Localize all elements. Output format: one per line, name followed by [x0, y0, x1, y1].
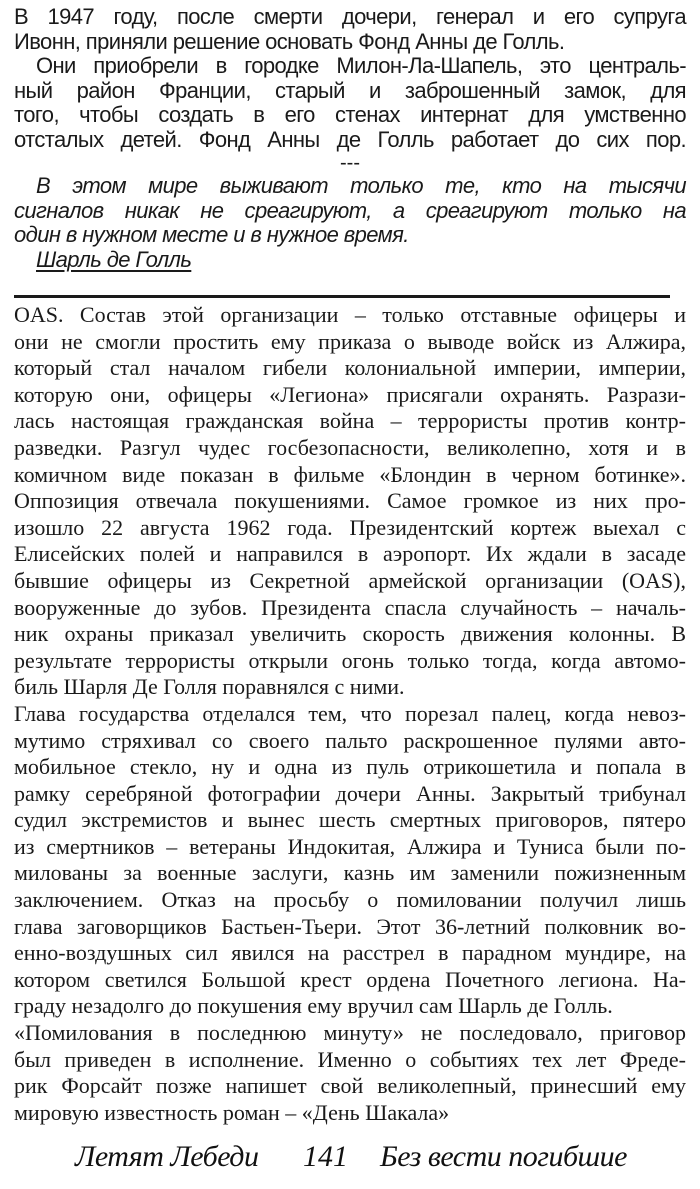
quote-line: сигналов никак не среагируют, а среагируют только на [14, 197, 686, 223]
body-line: рик Форсайт позже напишет свой великолепный, принесший ему [14, 1073, 686, 1099]
body-line: которую они, офицеры «Легиона» присягали охранять. Разрази- [14, 381, 686, 407]
body-line: изошло 22 августа 1962 года. Президентский кортеж выехал с [14, 514, 686, 540]
body-line: OAS. Состав этой организации – только отставные офицеры и [14, 302, 686, 327]
footer-chapter-title: Без вести погибшие [380, 1140, 627, 1173]
intro-line: Они приобрели в городке Милон-Ла-Шапель, это централь- [36, 53, 686, 78]
intro-line: Ивонн, приняли решение основать Фонд Анны де Голль. [14, 28, 565, 54]
footer-book-title: Летят Лебеди [75, 1140, 259, 1173]
body-line: вооруженные до зубов. Президента спасла случайность – началь- [14, 594, 686, 620]
section-separator: --- [340, 152, 360, 174]
body-line: который стал началом гибели колониальной империи, империи, [14, 355, 686, 381]
body-line: глава заговорщиков Бастьен-Тьери. Этот 36-летний полковник во- [14, 913, 686, 939]
page-number: 141 [303, 1140, 348, 1173]
body-line: судил экстремистов и вынес шесть смертных приговоров, пятеро [14, 807, 686, 833]
quote-line: один в нужном месте и в нужное время. [14, 222, 409, 247]
body-line: мутимо стряхивал со своего пальто раскрошенное пулями авто- [14, 727, 686, 753]
body-line: милованы за военные заслуги, казнь им заменили пожизненным [14, 860, 686, 886]
body-line: разведки. Разгул чудес госбезопасности, великолепно, хотя и в [14, 434, 686, 460]
body-line: мобильное стекло, ну и одна из пуль отрикошетила и попала в [14, 754, 686, 780]
intro-line: ный район Франции, старый и заброшенный замок, для [14, 77, 686, 103]
body-line: из смертников – ветераны Индокитая, Алжира и Туниса были по- [14, 833, 686, 859]
body-line: рамку серебряной фотографии дочери Анны. Закрытый трибунал [14, 780, 686, 806]
body-line: Елисейских полей и направился в аэропорт. Их ждали в засаде [14, 541, 686, 567]
page-footer [0, 1140, 700, 1180]
quote-author: Шарль де Голль [36, 246, 192, 272]
intro-line: отсталых детей. Фонд Анны де Голль работает до сих пор. [14, 126, 686, 152]
body-line: котором светился Большой крест ордена Почетного легиона. На- [14, 966, 686, 992]
body-line: заключением. Отказ на просьбу о помиловании получил лишь [14, 887, 686, 913]
body-line: результате террористы открыли огонь только тогда, когда автомо- [14, 647, 686, 673]
body-line: «Помилования в последнюю минуту» не последовало, приговор [14, 1020, 686, 1046]
horizontal-rule [14, 295, 670, 298]
body-text [14, 302, 686, 1126]
body-line: мировую известность роман – «День Шакала» [14, 1099, 450, 1125]
body-line: биль Шарля Де Голля поравнялся с ними. [14, 674, 405, 700]
body-line: комичном виде показан в фильме «Блондин в черном ботинке». [14, 461, 686, 487]
intro-section [14, 5, 686, 272]
intro-line: В 1947 году, после смерти дочери, генерал и его супруга [14, 4, 686, 29]
body-line: бывшие офицеры из Секретной армейской организации (OAS), [14, 567, 686, 593]
body-line: граду незадолго до покушения ему вручил сам Шарль де Голль. [14, 993, 613, 1019]
body-line: был приведен в исполнение. Именно о событиях тех лет Фреде- [14, 1046, 686, 1072]
body-line: они не смогли простить ему приказа о выводе войск из Алжира, [14, 328, 686, 354]
body-line: Оппозиция отвечала покушениями. Самое громкое из них про- [14, 488, 686, 514]
body-line: енно-воздушных сил явился на расстрел в парадном мундире, на [14, 940, 686, 966]
quote-line: В этом мире выживают только те, кто на тысячи [36, 173, 686, 198]
body-line: Глава государства отделался тем, что порезал палец, когда невоз- [14, 700, 686, 726]
intro-line: того, чтобы создать в его стенах интернат для умственно [14, 102, 686, 127]
body-line: ник охраны приказал увеличить скорость движения колонны. В [14, 621, 686, 647]
body-line: лась настоящая гражданская война – террористы против контр- [14, 408, 686, 434]
